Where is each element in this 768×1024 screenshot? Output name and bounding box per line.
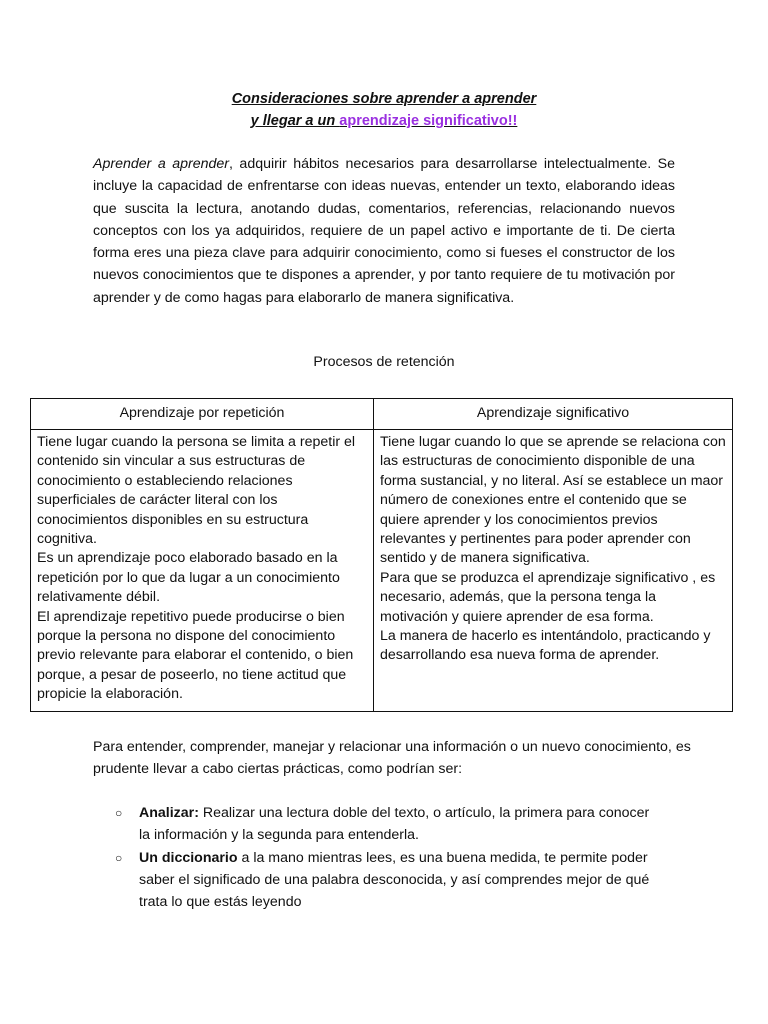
intro-italic-lead: Aprender a aprender — [93, 156, 230, 172]
significant-text-1: Tiene lugar cuando lo que se aprende se relaciona con las estructuras de conocimiento disponible de una forma sustancial, y no literal. Así se establece un maor número de conexiones entre el contenido que se quiere aprender y los conocimientos previos relevantes y pertinentes para poder aprender con sentido y de manera significativa. — [380, 434, 726, 567]
table-row — [31, 430, 733, 712]
table-caption: Procesos de retención — [313, 354, 455, 370]
circle-bullet-icon: ○ — [115, 850, 123, 865]
header-significant: Aprendizaje significativo — [374, 399, 733, 430]
retention-table — [30, 398, 733, 712]
document-title-line1: Consideraciones sobre aprender a aprender — [231, 91, 537, 107]
list-item — [115, 847, 659, 914]
title-prefix: y llegar a un — [250, 113, 340, 129]
tip-bold-lead: Analizar: — [139, 805, 199, 821]
repetition-text-2: Es un aprendizaje poco elaborado basado en la repetición por lo que da lugar a un conocimiento relativamente débil. — [37, 550, 340, 606]
title-accent: aprendizaje significativo!! — [339, 113, 518, 129]
practices-paragraph: Para entender, comprender, manejar y relacionar una información o un nuevo conocimiento, es prudente llevar a cabo ciertas prácticas, como podrían ser: — [93, 739, 691, 778]
repetition-text-1: Tiene lugar cuando la persona se limita a repetir el contenido sin vincular a sus estructuras de conocimiento o estableciendo relaciones superficiales de carácter literal con los conocimientos disponibles en su estructura cognitiva. — [37, 434, 356, 548]
circle-bullet-icon: ○ — [115, 806, 123, 820]
tips-list — [115, 802, 659, 913]
list-item — [115, 802, 659, 847]
intro-text: , adquirir hábitos necesarios para desarrollarse intelectualmente. Se incluye la capacidad de enfrentarse con ideas nuevas, entender un texto, elaborando ideas que suscita la lectura, anotando dudas, comentarios, referencias, relacionando nuevos conceptos con los ya adquiridos, requiere de un papel activo e importante de ti. De cierta forma eres una pieza clave para adquirir conocimiento, como si fueses el constructor de los nuevos conocimientos que te dispones a aprender, y por tanto requiere de tu motivación por aprender y de como hagas para elaborarlo de manera significativa. — [93, 156, 675, 306]
cell-significant — [374, 430, 733, 712]
table-header-row — [31, 399, 733, 430]
document-title-line2 — [0, 111, 768, 131]
header-repetition: Aprendizaje por repetición — [31, 399, 374, 430]
repetition-text-3: El aprendizaje repetitivo puede producirse o bien porque la persona no dispone del conocimiento previo relevante para elaborar el contenido, o bien porque, a pesar de poseerlo, no tiene actitud que propicie la elaboración. — [37, 608, 354, 703]
cell-repetition — [31, 430, 374, 712]
tip-text: Realizar una lectura doble del texto, o artículo, la primera para conocer la información y la segunda para entenderla. — [139, 805, 650, 844]
significant-text-2: Para que se produzca el aprendizaje significativo , es necesario, además, que la persona tenga la motivación y quiere aprender de esa forma. — [380, 569, 716, 625]
intro-paragraph — [93, 153, 675, 309]
tip-bold-lead: Un diccionario — [139, 849, 238, 866]
tip-text: a la mano mientras lees, es una buena medida, te permite poder saber el significado de una palabra desconocida, y así comprendes mejor de qué trata lo que estás leyendo — [139, 849, 650, 911]
significant-text-3: La manera de hacerlo es intentándolo, practicando y desarrollando esa nueva forma de aprender. — [380, 628, 711, 664]
